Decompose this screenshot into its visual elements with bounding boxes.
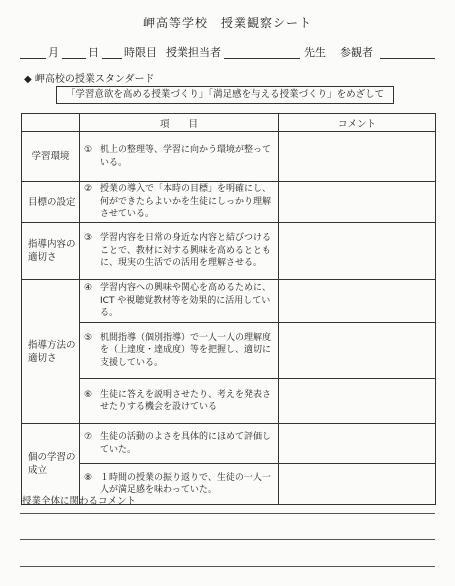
table-row: [22, 424, 436, 464]
comment-line-2[interactable]: [20, 539, 435, 540]
item-cell: ⑥ 生徒に答えを説明させたり、考えを発表させたりする機会を設けている: [80, 379, 279, 424]
category-cell: 目標の設定: [22, 182, 80, 223]
evaluation-table: [21, 113, 436, 505]
comment-cell[interactable]: [279, 379, 436, 424]
teacher-blank[interactable]: [224, 58, 300, 59]
comment-cell[interactable]: [279, 132, 436, 182]
sensei-label: 先生: [304, 46, 326, 59]
category-cell: 指導方法の適切さ: [22, 280, 80, 424]
comment-line-3[interactable]: [20, 566, 435, 567]
comment-cell[interactable]: [279, 323, 436, 379]
teacher-label: 授業担当者: [166, 46, 221, 59]
page-title: 岬高等学校 授業観察シート: [142, 16, 312, 30]
day-label: 日: [88, 46, 99, 59]
header-item: 項 目: [80, 114, 279, 132]
table-row: [22, 223, 436, 280]
item-cell: ③ 学習内容を日常の身近な内容と結びつけることで、教材に対する興味を高めるとともに、現実の生活での活用を理解させる。: [80, 223, 279, 280]
header-info-row: [20, 44, 435, 60]
day-blank[interactable]: [62, 58, 86, 59]
comment-cell[interactable]: [279, 223, 436, 280]
standard-banner: 「学習意欲を高める授業づくり」「満足感を与える授業づくり」をめざして: [56, 86, 394, 104]
comment-line-1[interactable]: [20, 513, 435, 514]
overall-comment-heading: 授業全体に関わるコメント: [22, 496, 137, 507]
category-cell: 学習環境: [22, 132, 80, 182]
observer-label: 参観者: [340, 46, 373, 59]
item-cell: ② 授業の導入で「本時の目標」を明確にし、何ができたらよいかを生徒にしっかり理解させている。: [80, 182, 279, 223]
item-cell: ④ 学習内容への興味や関心を高めるために、ICT や視聴覚教材等を効果的に活用している。: [80, 280, 279, 323]
table-row: [22, 182, 436, 223]
item-cell: ⑦ 生徒の活動のよさを具体的にほめて評価していた。: [80, 424, 279, 464]
item-cell: ⑧ １時間の授業の振り返りで、生徒の一人一人が満足感を味わっていた。: [80, 464, 279, 505]
period-label: 時限目: [124, 46, 157, 59]
month-label: 月: [48, 46, 59, 59]
comment-cell[interactable]: [279, 424, 436, 464]
observer-blank[interactable]: [380, 58, 435, 59]
table-row: [22, 379, 436, 424]
category-cell: 指導内容の適切さ: [22, 223, 80, 280]
item-cell: ① 机上の整理等、学習に向かう環境が整っている。: [80, 132, 279, 182]
item-cell: ⑤ 机間指導（個別指導）で一人一人の理解度を（上達度・達成度）等を把握し、適切に支援している。: [80, 323, 279, 379]
standard-heading: ◆ 岬高校の授業スタンダード: [24, 74, 155, 85]
header-comment: コメント: [279, 114, 436, 132]
comment-cell[interactable]: [279, 280, 436, 323]
comment-cell[interactable]: [279, 464, 436, 505]
header-category: [22, 114, 80, 132]
table-header-row: [22, 114, 436, 132]
period-blank[interactable]: [102, 58, 122, 59]
month-blank[interactable]: [20, 58, 46, 59]
table-row: [22, 323, 436, 379]
comment-cell[interactable]: [279, 182, 436, 223]
table-row: [22, 280, 436, 323]
category-cell: 個の学習の成立: [22, 424, 80, 505]
table-row: [22, 132, 436, 182]
